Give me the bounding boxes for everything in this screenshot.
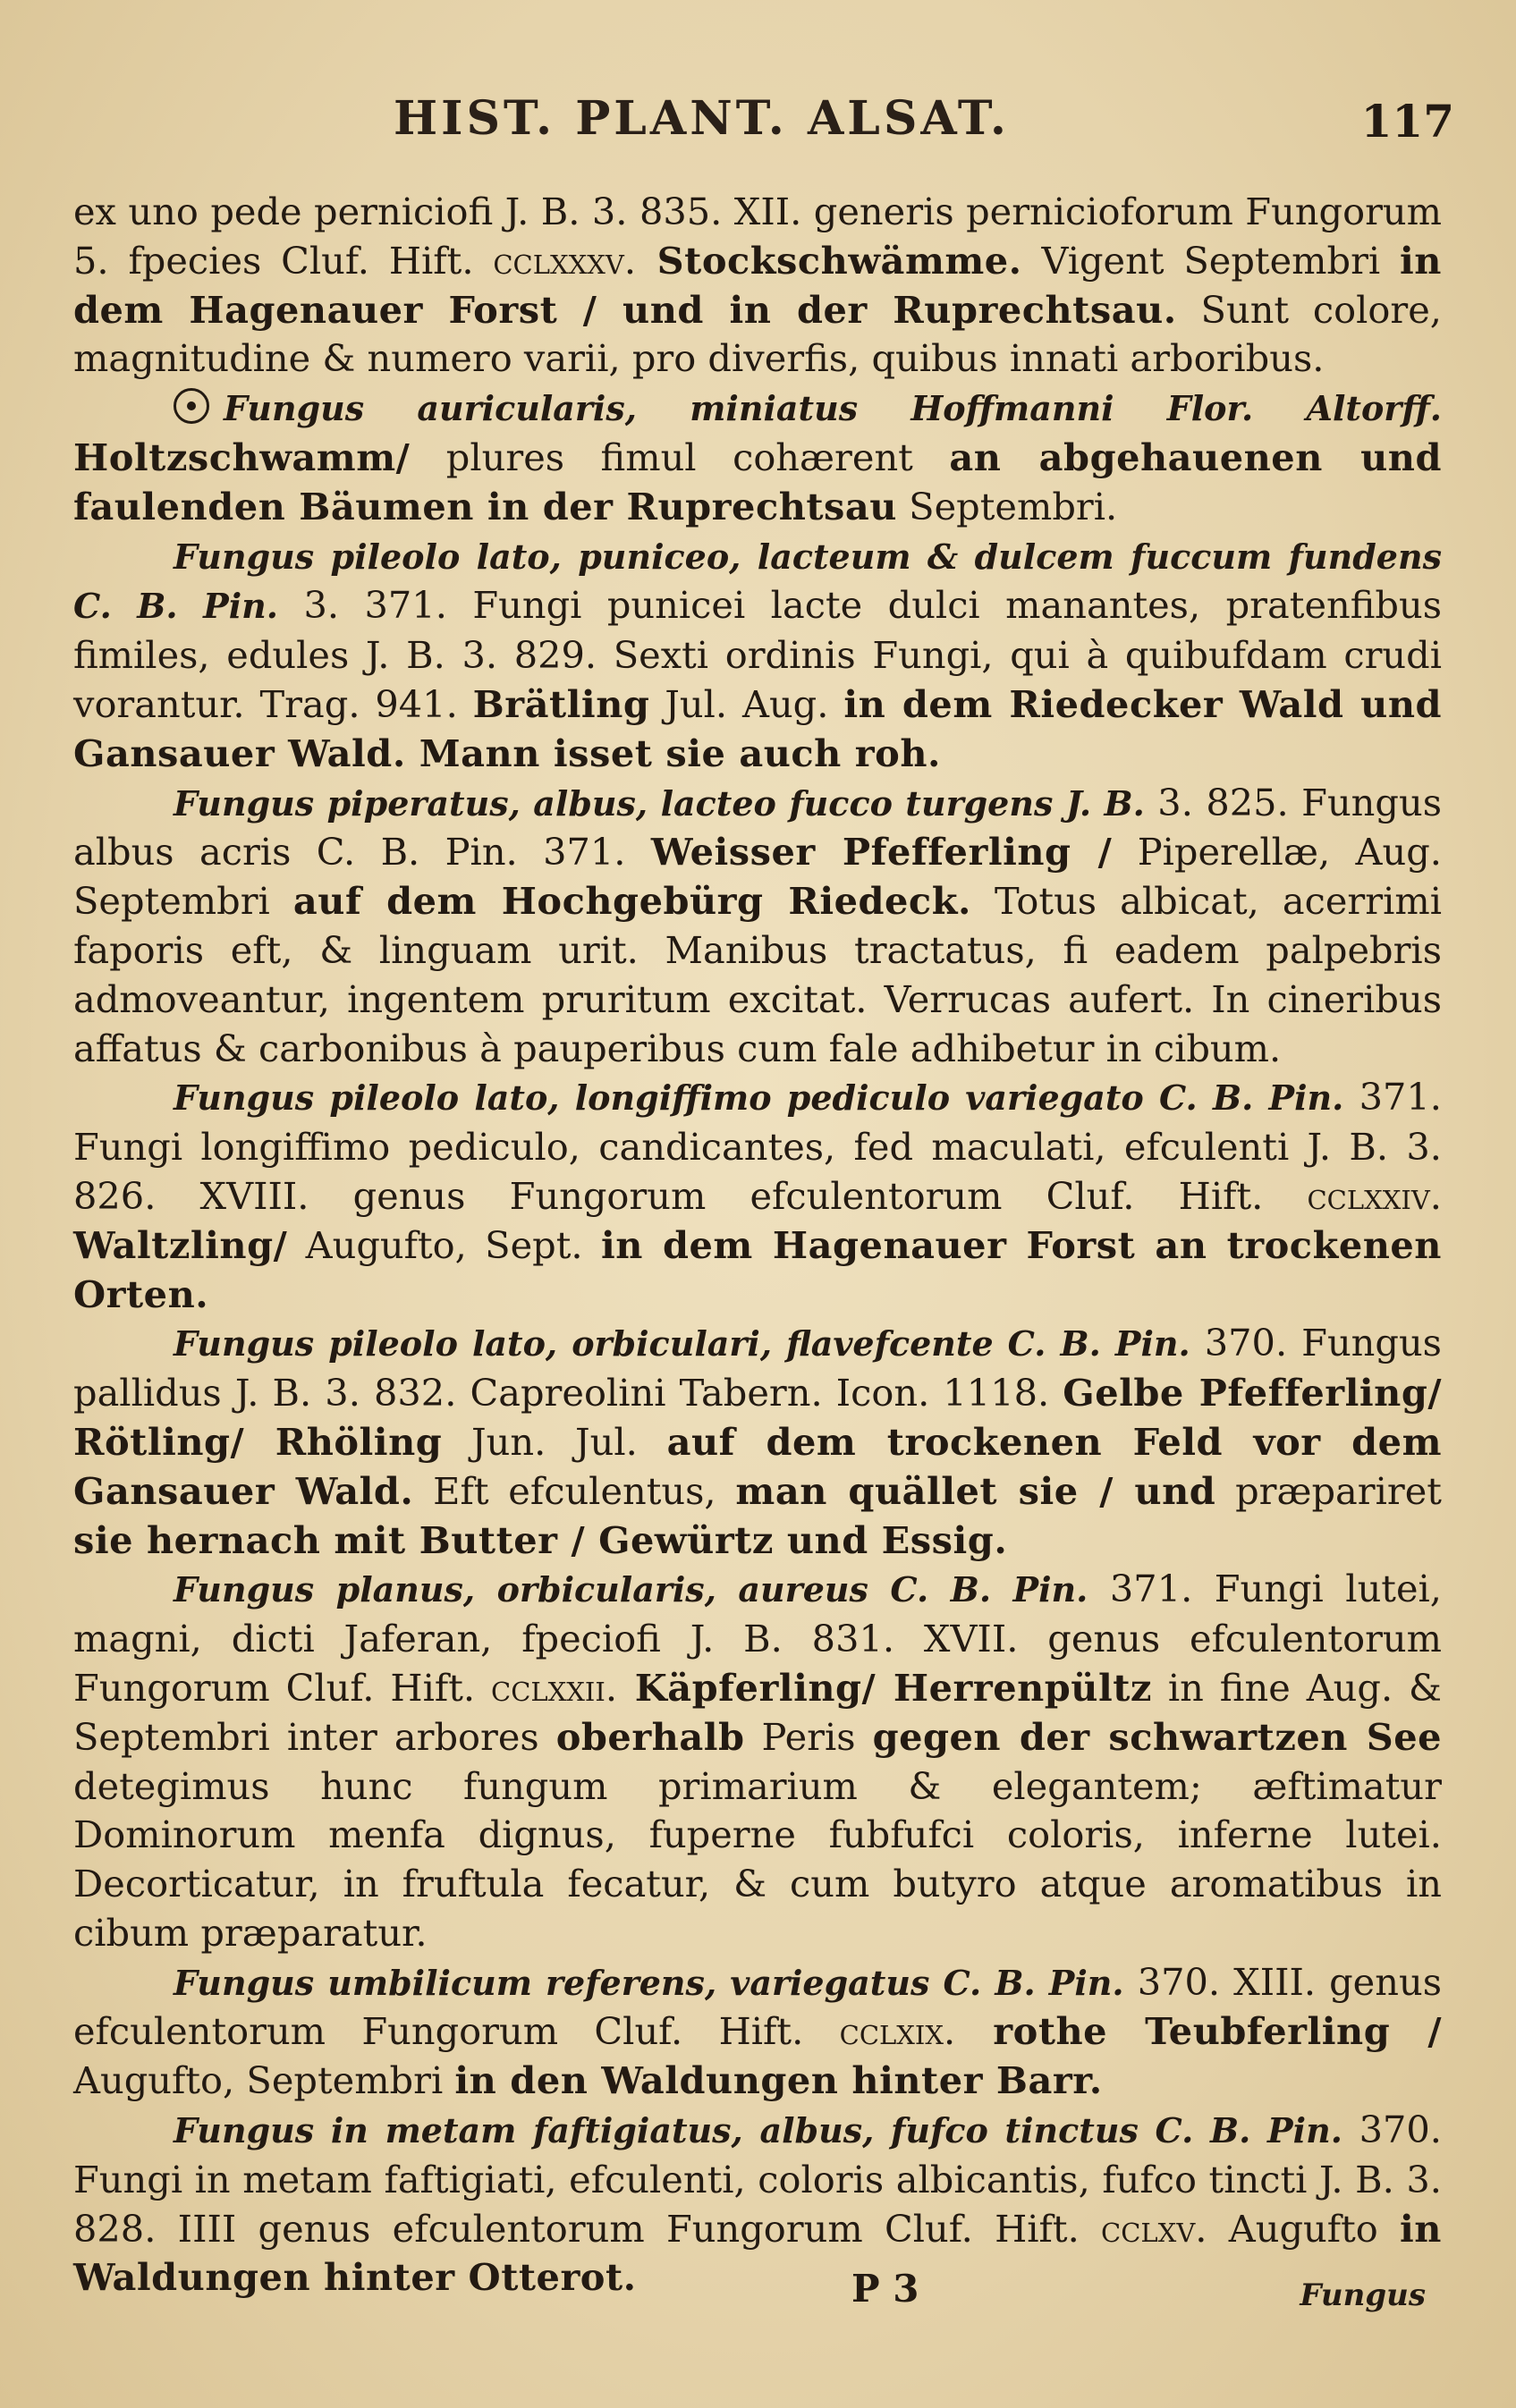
entry-text: 370. Fungus pallidus J. B. 3. 832. Capreolini Tabern. Icon. 1118.: [73, 1321, 1442, 1415]
circle-dot-icon: [174, 388, 209, 424]
vernacular-name: auf dem Hochgebürg Riedeck.: [292, 879, 971, 924]
entry-text: detegimus hunc fungum primarium & elegantem; æftimatur Dominorum menfa dignus, fuperne fubfufci coloris, inferne lutei. Decorticatur, in fruftula fecatur, & cum butyro atque aromatibus in cibum præparatur.: [73, 1763, 1442, 1955]
vernacular-name: Waltzling/: [73, 1222, 288, 1267]
entry-paragraph: [73, 1073, 1442, 1319]
entry-paragraph: [73, 1319, 1442, 1565]
vernacular-name: sie hernach mit Butter / Gewürtz und Essig.: [73, 1517, 1008, 1562]
vernacular-name: Brätling: [472, 681, 650, 726]
book-page: [73, 82, 1454, 2313]
entry-lemma: Fungus planus, orbicularis, aureus C. B. Pin.: [174, 1569, 1088, 1610]
entry-lemma: Fungus pileolo lato, orbiculari, flavefcente C. B. Pin.: [174, 1323, 1190, 1365]
entry-paragraph: [73, 1565, 1442, 1957]
entry-lemma: Fungus auricularis, miniatus Hoffmanni Flor. Altorff.: [224, 388, 1442, 429]
entry-text: 370. XIII. genus efculentorum Fungorum Cluf. Hift.: [73, 1959, 1442, 2054]
entry-lemma: Fungus umbilicum referens, variegatus C. B. Pin.: [174, 1962, 1124, 2003]
vernacular-name: auf dem trockenen Feld vor dem Gansauer Wald.: [73, 1419, 1442, 1513]
entry-text: Augufto, Sept.: [287, 1222, 601, 1267]
entry-text: Sunt colore, magnitudine & numero varii, pro diverfis, quibus innati arboribus.: [73, 287, 1442, 381]
entry-paragraph: [73, 188, 1442, 384]
page-header: [73, 82, 1454, 154]
entry-text: Augufto: [1207, 2206, 1401, 2251]
entry-text: Totus albicat, acerrimi faporis eft, & linguam urit. Manibus tractatus, fi eadem palpebris admoveantur, ingentem pruritum excitat. Verrucas aufert. In cineribus affatus & carbonibus à pauperibus cum fale adhibetur in cibum.: [73, 879, 1443, 1070]
body-text: [73, 188, 1442, 2302]
vernacular-name: man quället sie / und: [735, 1468, 1216, 1513]
entry-text: Piperellæ, Aug. Septembri: [73, 830, 1442, 924]
reference-numeral: cclxxiv.: [1307, 1173, 1442, 1218]
vernacular-name: in dem Riedecker Wald und Gansauer Wald. Mann isset sie auch roh.: [73, 681, 1443, 775]
vernacular-name: oberhalb: [555, 1714, 745, 1759]
entry-text: præpariret: [1215, 1468, 1442, 1513]
reference-numeral: cclxxxv.: [493, 238, 637, 283]
entry-text: Jun. Jul.: [442, 1419, 667, 1464]
entry-text: Septembri.: [896, 484, 1118, 528]
catchword: Fungus: [1300, 2277, 1426, 2313]
entry-lemma: Fungus pileolo lato, puniceo, lacteum & dulcem fuccum fundens C. B. Pin.: [73, 536, 1442, 627]
vernacular-name: rothe Teubferling /: [955, 2009, 1442, 2054]
signature-mark: P 3: [851, 2267, 919, 2311]
entry-text: Jul. Aug.: [649, 681, 844, 726]
vernacular-name: Holtzschwamm/: [73, 435, 411, 479]
reference-numeral: cclxv.: [1101, 2206, 1207, 2251]
page-number: 117: [1360, 95, 1454, 148]
entry-paragraph: [73, 1958, 1442, 2106]
entry-text: ex uno pede perniciofi J. B. 3. 835. XII. generis pernicioforum Fungorum 5. fpecies Cluf. Hift.: [73, 190, 1442, 283]
entry-text: 371. Fungi lutei, magni, dicti Jaferan, fpeciofi J. B. 831. XVII. genus efculentorum Fungorum Cluf. Hift.: [73, 1567, 1442, 1710]
entry-text: Peris: [744, 1714, 873, 1759]
vernacular-name: gegen der schwartzen See: [872, 1714, 1442, 1759]
entry-text: Vigent Septembri: [1021, 238, 1401, 283]
vernacular-name: an abgehauenen und faulenden Bäumen in der Ruprechtsau: [73, 435, 1442, 528]
vernacular-name: in dem Hagenauer Forst / und in der Ruprechtsau.: [73, 238, 1442, 332]
vernacular-name: in Waldungen hinter Otterot.: [73, 2206, 1442, 2300]
entry-lemma: Fungus pileolo lato, longiffimo pediculo variegato C. B. Pin.: [174, 1077, 1344, 1119]
vernacular-name: in den Waldungen hinter Barr.: [454, 2058, 1103, 2103]
entry-lemma: Fungus piperatus, albus, lacteo fucco turgens J. B.: [174, 782, 1145, 824]
vernacular-name: Gelbe Pfefferling/ Rötling/ Rhöling: [73, 1371, 1442, 1464]
entry-paragraph: [73, 532, 1442, 779]
entry-paragraph: [73, 779, 1442, 1074]
entry-text: Eft efculentus,: [413, 1468, 736, 1513]
entry-text: plures fimul cohærent: [410, 435, 950, 479]
entry-paragraph: [73, 384, 1442, 531]
running-head: HIST. PLANT. ALSAT.: [394, 91, 1011, 146]
vernacular-name: Stockschwämme.: [636, 238, 1022, 283]
vernacular-name: Weisser Pfefferling /: [650, 830, 1113, 874]
reference-numeral: cclxxii.: [491, 1665, 618, 1710]
entry-text: 3. 371. Fungi punicei lacte dulci manantes, pratenfibus fimiles, edules J. B. 3. 829. Sexti ordinis Fungi, qui à quibufdam crudi vorantur. Trag. 941.: [73, 583, 1442, 726]
entry-text: 370. Fungi in metam faftigiati, efculenti, coloris albicantis, fufco tincti J. B. 3. 828. IIII genus efculentorum Fungorum Cluf. Hift.: [73, 2108, 1442, 2251]
entry-text: in fine Aug. & Septembri inter arbores: [73, 1665, 1443, 1759]
entry-text: 3. 825. Fungus albus acris C. B. Pin. 371.: [73, 780, 1442, 874]
reference-numeral: cclxix.: [839, 2009, 956, 2054]
entry-lemma: Fungus in metam faftigiatus, albus, fufco tinctus C. B. Pin.: [174, 2110, 1342, 2151]
vernacular-name: Käpferling/ Herrenpültz: [617, 1665, 1152, 1710]
vernacular-name: in dem Hagenauer Forst an trockenen Orten.: [73, 1222, 1442, 1316]
entry-text: Augufto, Septembri: [73, 2058, 455, 2103]
entry-text: 371. Fungi longiffimo pediculo, candicantes, fed maculati, efculenti J. B. 3. 826. XVIII. genus Fungorum efculentorum Cluf. Hift.: [73, 1075, 1442, 1218]
page-footer: [73, 2267, 1442, 2320]
